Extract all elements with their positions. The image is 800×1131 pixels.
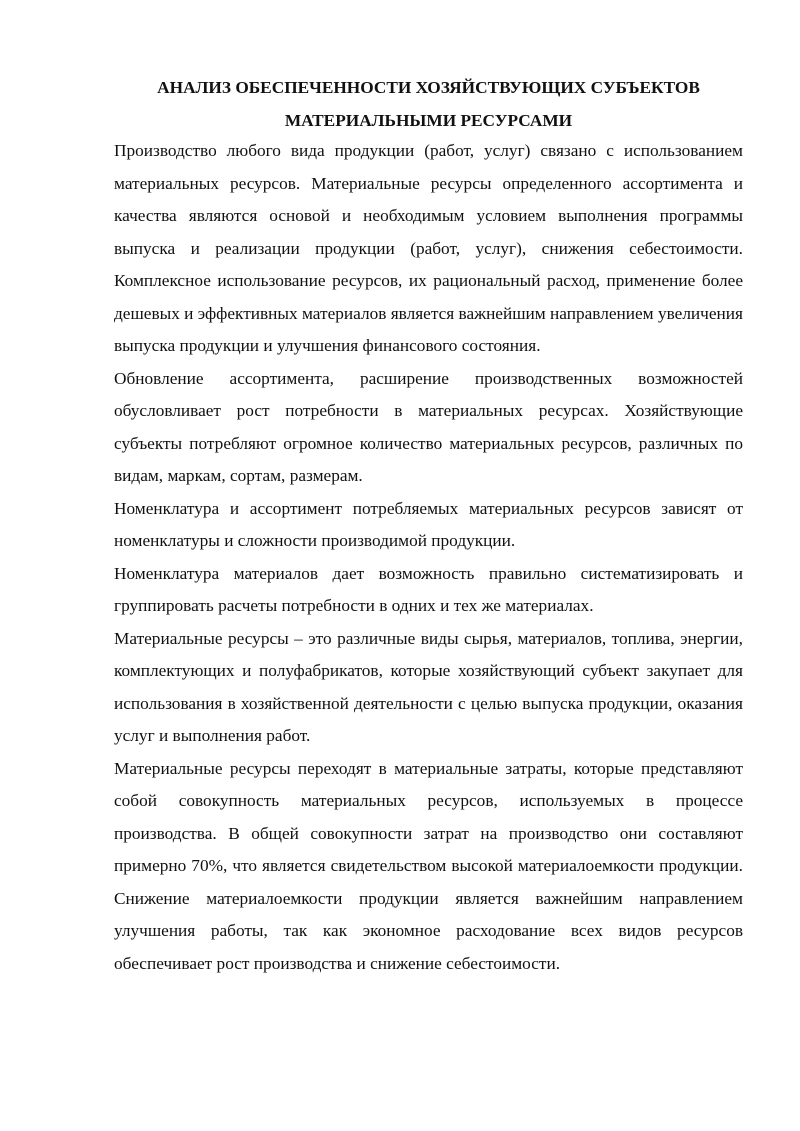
title-line-2: МАТЕРИАЛЬНЫМИ РЕСУРСАМИ xyxy=(284,110,573,130)
paragraph-1: Производство любого вида продукции (работ, услуг) связано с использованием материальных ресурсов. Материальные ресурсы определенного ассортимента и качества являются основой и необходимым условием выполнения программы выпуска и реализации продукции (работ, услуг), снижения себестоимости. Комплексное использование ресурсов, их рациональный расход, применение более дешевых и эффективных материалов является важнейшим направлением увеличения выпуска продукции и улучшения финансового состояния. xyxy=(114,141,743,355)
paragraph-4: Номенклатура материалов дает возможность правильно систематизировать и группировать расчеты потребности в одних и тех же материалах. xyxy=(114,563,743,615)
document-title xyxy=(114,72,743,137)
title-line-1: АНАЛИЗ ОБЕСПЕЧЕННОСТИ ХОЗЯЙСТВУЮЩИХ СУБЪЕКТОВ xyxy=(157,78,700,97)
paragraph-6: Материальные ресурсы переходят в материальные затраты, которые представляют собой совокупность материальных ресурсов, используемых в процессе производства. В общей совокупности затрат на производство они составляют примерно 70%, что является свидетельством высокой материалоемкости продукции. Снижение материалоемкости продукции является важнейшим направлением улучшения работы, так как экономное расходование всех видов ресурсов обеспечивает рост производства и снижение себестоимости. xyxy=(114,758,743,973)
paragraph-2: Обновление ассортимента, расширение производственных возможностей обусловливает рост потребности в материальных ресурсах. Хозяйствующие субъекты потребляют огромное количество материальных ресурсов, различных по видам, маркам, сортам, размерам. xyxy=(114,368,743,485)
document-page xyxy=(114,72,743,980)
paragraph-3: Номенклатура и ассортимент потребляемых материальных ресурсов зависят от номенклатуры и сложности производимой продукции. xyxy=(114,498,743,550)
paragraph-5: Материальные ресурсы – это различные виды сырья, материалов, топлива, энергии, комплектующих и полуфабрикатов, которые хозяйствующий субъект закупает для использования в хозяйственной деятельности с целью выпуска продукции, оказания услуг и выполнения работ. xyxy=(114,628,743,745)
